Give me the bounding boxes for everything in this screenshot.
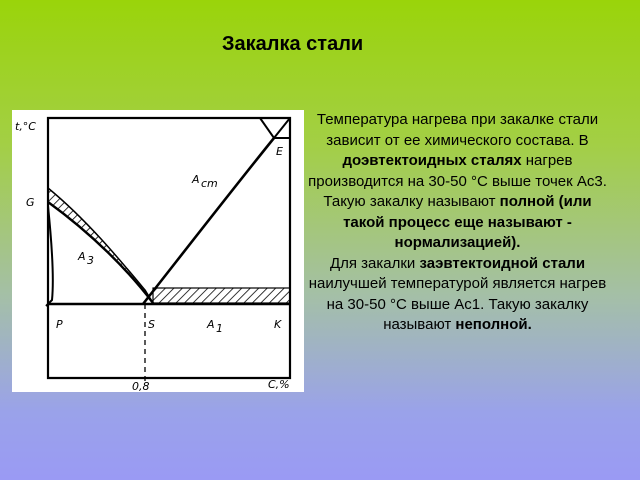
paragraph-partial-hardening [305, 254, 610, 336]
se-line [143, 138, 274, 304]
p2-text-a: Для закалки [329, 254, 420, 272]
p1-bold-full: полной (или такой процесс еще называют - нормализацией). [343, 193, 592, 251]
gs-line [48, 202, 153, 303]
diagram-frame [48, 118, 290, 378]
iron-carbon-diagram [12, 110, 304, 392]
label-a1: A [207, 318, 215, 331]
t-axis-label: t,°C [15, 120, 36, 133]
diagram-svg [12, 110, 304, 392]
paragraph-full-hardening [305, 110, 610, 254]
label-a3: A [78, 250, 86, 263]
p1-text-a: Температура нагрева при закалке стали зависит от ее химического состава. В [316, 111, 599, 149]
corner-lines [260, 118, 290, 138]
p1-text-c: нагрев производится на 30-50 °С выше точек Ас3. Такую закалку называют [308, 152, 607, 210]
p2-bold-partial: неполной. [455, 316, 532, 333]
p2-bold-hypereutectoid: заэвтектоидной стали [419, 254, 586, 272]
body-text [305, 110, 610, 336]
label-s: S [148, 318, 155, 331]
label-p: P [56, 318, 63, 331]
label-acm-sub: cm [201, 177, 218, 190]
p1-bold-hypoeutectoid: доэвтектоидных сталях [342, 152, 522, 169]
slide-title: Закалка стали [222, 33, 364, 55]
label-k: K [274, 318, 282, 331]
c-axis-label: C,% [268, 378, 290, 391]
label-g: G [26, 196, 35, 209]
label-a3-sub: 3 [87, 254, 94, 267]
label-e: E [276, 145, 283, 158]
label-a1-sub: 1 [216, 322, 223, 335]
x-tick-label: 0,8 [132, 380, 150, 392]
psk-hatched-band [153, 288, 290, 303]
label-acm: A [192, 173, 200, 186]
p2-text-c: наилучшей температурой является нагрев на 30-50 °С выше Ас1. Такую закалку называют [308, 275, 607, 333]
